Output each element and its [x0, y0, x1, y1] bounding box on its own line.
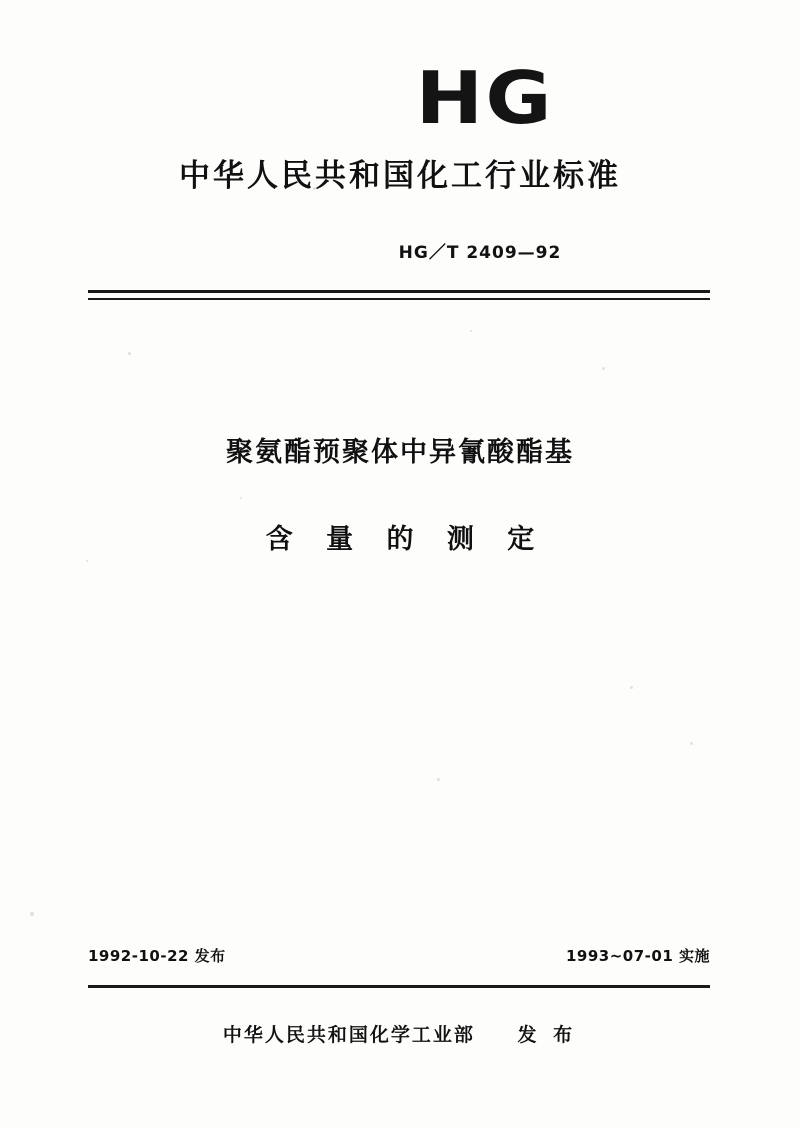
scan-speck	[86, 560, 88, 562]
divider-bottom	[88, 985, 710, 988]
divider-top	[88, 290, 710, 293]
scan-speck	[602, 367, 605, 370]
scan-speck	[30, 912, 34, 916]
document-title-line-2: 含 量 的 测 定	[265, 524, 547, 555]
scan-speck	[690, 742, 693, 745]
scan-speck	[630, 686, 633, 689]
scan-speck	[470, 330, 472, 332]
issue-date: 1992-10-22 发布	[88, 947, 226, 965]
document-title-line-1: 聚氨酯预聚体中异氰酸酯基	[226, 437, 574, 468]
scan-speck	[128, 352, 131, 355]
document-title	[0, 430, 800, 556]
scan-speck	[437, 778, 440, 781]
divider-top-second	[88, 298, 710, 300]
hg-logo-text: HG	[415, 56, 555, 140]
publisher-name: 中华人民共和国化学工业部	[222, 1024, 475, 1046]
effective-date: 1993~07-01 实施	[565, 947, 710, 965]
hg-logo	[0, 56, 800, 140]
publisher-suffix: 发 布	[517, 1024, 578, 1046]
date-row	[88, 945, 710, 966]
organization-title: 中华人民共和国化工行业标准	[179, 158, 621, 194]
publisher-row	[0, 1020, 800, 1047]
standard-number: HG／T 2409—92	[398, 243, 562, 263]
